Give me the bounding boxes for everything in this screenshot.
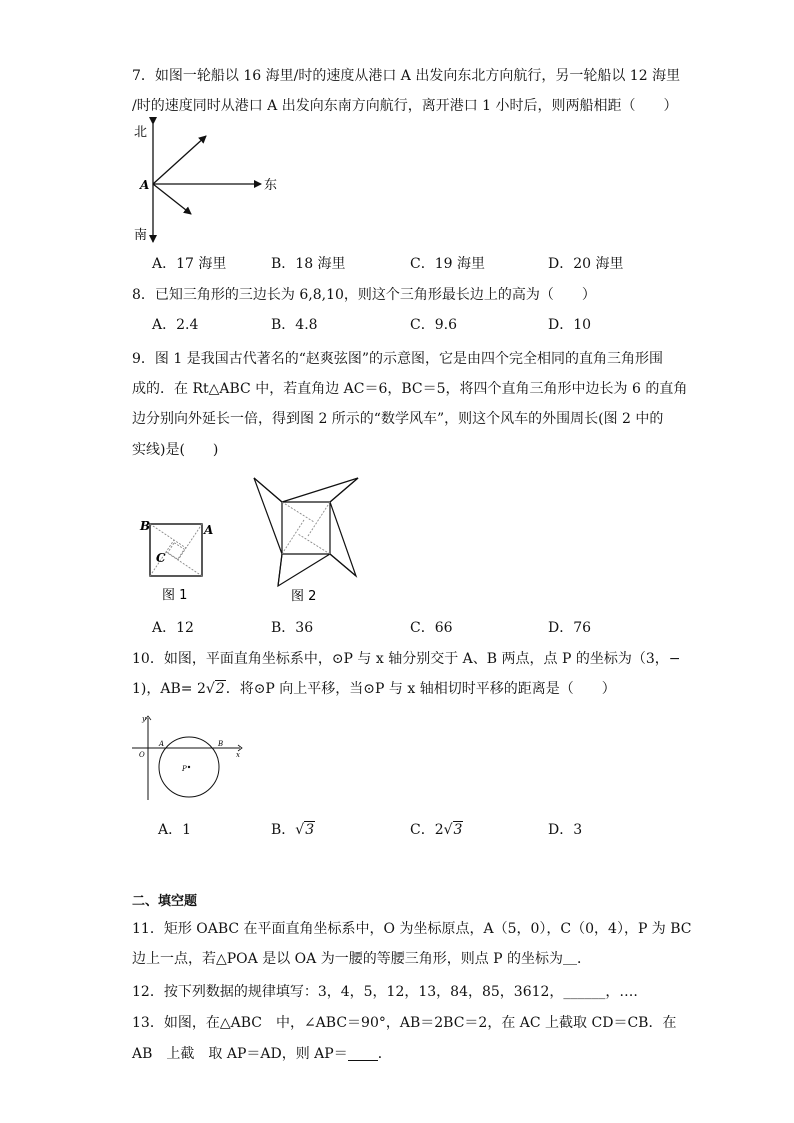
windmill-outline [254, 478, 358, 586]
label-B: B [140, 519, 151, 533]
q13-answer-blank[interactable] [348, 1046, 378, 1061]
q10-option-d[interactable]: D．3 [548, 822, 583, 838]
label-x: x [236, 751, 240, 759]
q7-option-a[interactable]: A．17 海里 [152, 256, 227, 272]
q9-option-c[interactable]: C．66 [410, 620, 453, 636]
south-label: 南 [134, 228, 148, 243]
east-label: 东 [264, 178, 278, 193]
northeast-arrow [153, 136, 206, 184]
q13-end: ． [377, 1046, 392, 1062]
label-A: A [159, 740, 165, 748]
q8-option-d[interactable]: D．10 [548, 317, 592, 333]
q8-option-a[interactable]: A．2.4 [152, 317, 199, 333]
q10-option-a[interactable]: A．1 [158, 822, 192, 838]
outer-square [150, 524, 202, 576]
point-P [188, 766, 190, 768]
q11-line2: 边上一点，若△POA 是以 OA 为一腰的等腰三角形，则点 P 的坐标为＿． [132, 951, 592, 967]
q11-line1: 11．矩形 OABC 在平面直角坐标系中，O 为坐标原点，A（5，0），C（0，4），P 为 BC [132, 921, 692, 937]
label-A: A [204, 523, 214, 537]
q12-blank[interactable]: ______ [563, 984, 606, 1000]
north-label: 北 [134, 125, 148, 140]
q9-line3: 边分别向外延长一倍，得到图 2 所示的“数学风车”，则这个风车的外围周长(图 2 中的 [132, 411, 664, 427]
q7-option-c[interactable]: C．19 海里 [410, 256, 485, 272]
label-y: y [142, 715, 146, 723]
q9-option-a[interactable]: A．12 [152, 620, 194, 636]
q10-line1: 10．如图，平面直角坐标系中，⊙P 与 x 轴分别交于 A、B 两点，点 P 的坐标为（3，− [132, 651, 681, 667]
sqrt-radicand: 3 [305, 822, 315, 838]
q9-line1: 9．图 1 是我国古代著名的“赵爽弦图”的示意图，它是由四个完全相同的直角三角形围 [132, 351, 664, 367]
q7-option-b[interactable]: B．18 海里 [271, 256, 346, 272]
label-B: B [218, 740, 224, 748]
q7-line1: 7．如图一轮船以 16 海里/时的速度从港口 A 出发向东北方向航行，另一轮船以 12 海里 [132, 68, 681, 84]
q10-line2-start: 1)，AB= 2 [132, 681, 206, 697]
label-P: P [182, 765, 187, 773]
q7-direction-figure [128, 122, 298, 246]
q10-option-c-prefix: C．2 [410, 822, 444, 838]
sqrt-radicand: 3 [453, 822, 463, 838]
section-title: 二、填空题 [132, 894, 198, 909]
q10-line2 [132, 680, 616, 698]
q10-coordinate-figure [130, 712, 248, 804]
origin-label: A [140, 178, 150, 192]
q8-option-b[interactable]: B．4.8 [271, 317, 318, 333]
sqrt-expression: √2 [205, 681, 225, 697]
q9-line2: 成的．在 Rt△ABC 中，若直角边 AC＝6，BC＝5，将四个直角三角形中边长为 6 的直角 [132, 381, 688, 397]
q13-line1: 13．如图，在△ABC 中，∠ABC＝90°，AB＝2BC＝2，在 AC 上截取 CD＝CB．在 [132, 1015, 677, 1031]
q12-end: ，…. [605, 984, 638, 1000]
label-C: C [156, 551, 166, 565]
q8-line1: 8．已知三角形的三边长为 6,8,10，则这个三角形最长边上的高为（ ） [132, 287, 596, 303]
q10-line2-end: ．将⊙P 向上平移，当⊙P 与 x 轴相切时平移的距离是（ ） [225, 681, 616, 697]
q10-option-b-prefix: B． [271, 822, 296, 838]
figure-1-caption: 图 1 [162, 588, 188, 603]
q10-option-b[interactable] [271, 821, 315, 839]
q9-figure-2 [248, 474, 364, 606]
q12-line1 [132, 983, 638, 1001]
sqrt-radicand: 2 [215, 681, 225, 697]
figure-2-caption: 图 2 [291, 589, 317, 604]
q7-line2: /时的速度同时从港口 A 出发向东南方向航行，离开港口 1 小时后，则两船相距（ ） [132, 98, 678, 114]
q8-option-c[interactable]: C．9.6 [410, 317, 457, 333]
q9-option-d[interactable]: D．76 [548, 620, 592, 636]
q12-text: 12．按下列数据的规律填写：3，4，5，12，13，84，85，3612， [132, 984, 564, 1000]
q13-line2 [132, 1045, 392, 1063]
southeast-arrow [153, 184, 191, 214]
q9-figure-1 [136, 518, 220, 604]
label-O: O [139, 751, 145, 759]
q10-option-c[interactable] [410, 821, 463, 839]
q9-option-b[interactable]: B．36 [271, 620, 314, 636]
sqrt-expression: √3 [295, 822, 315, 838]
q7-option-d[interactable]: D．20 海里 [548, 256, 624, 272]
q13-text: AB 上截 取 AP＝AD，则 AP＝ [132, 1046, 348, 1062]
sqrt-expression: √3 [443, 822, 463, 838]
q9-line4: 实线)是( ) [132, 442, 219, 458]
